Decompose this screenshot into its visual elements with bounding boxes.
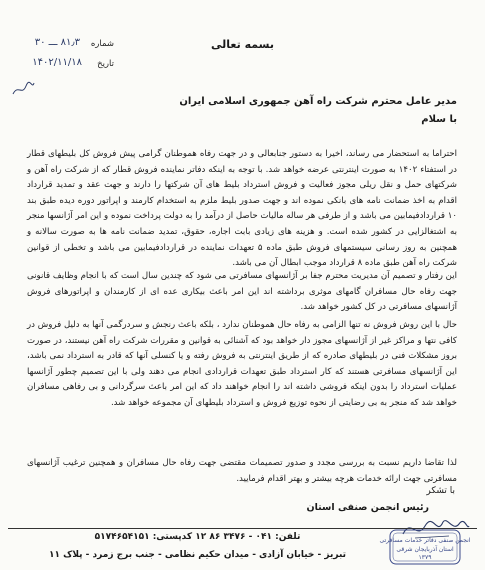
body-paragraph-1: احتراما به استحضار می رساند، اخیرا به دستور جنابعالی و در جهت رفاه هموطنان گرامی پیش فروش کل بلیطهای قطار در استفتاء ۱۴۰۲ به صورت اینترنتی عرضه خواهد شد. با توجه به اینکه دفاتر نماینده فروش قطار که از شرکت راه آهن و شرکتهای حمل و نقل ریلی مجوز فعالیت و فروش استرداد بلیط های آن شرکتها را دارند و جهت عقد و تمدید قرارداد اقدام به اخذ ضمانت نامه های بانکی نموده اند و جهت صدور بلیط ملزم به استخدام کارمند و اپراتور دوره دیده طبق بند ۱۰ قراردادفیمابین می باشد و از طرفی هر ساله مالیات حاصل از درآمد را به دولت پرداخت نموده و این امر آژانسها منجر به اشتغالزایی در کشور شده است. و هزینه های زیادی بابت اجاره، حقوق، تمدید ضمانت نامه ها به صورت سالانه و همچنین به روز رسانی سیستمهای فروش طبق ماده ۵ تعهدات نماینده در قراردادفیمابین می باشد و تخطی از قوانین شرکت راه آهن طبق ماده ۸ قرارداد موجب ابطال آن می باشد. bbox=[27, 149, 457, 269]
salutation-line: با سلام bbox=[421, 114, 457, 125]
number-label: شماره bbox=[90, 39, 114, 49]
stamp-line-2: استان آذربایجان شرقی bbox=[396, 546, 454, 553]
body-paragraph-3: حال با این روش فروش نه تنها الزامی به رفاه حال هموطنان ندارد ، بلکه باعث رنجش و سردرگمی آنها به دلیل فروش در کافی نتها و مراکز غیر از آژانسهای مجوز دار خواهد بود که آشنائی به قوانین و مقررات شرکت راه آهن نیستند، در صورت بروز مشکلات فنی در بلیطهای صادره که از طریق اینترنتی به فروش رفته و یا کنسلی آنها که قادر به استرداد نمی باشد، این آژانسهای مسافرتی هستند که کار استرداد طبق تعهدات قراردادی انجام می دهند ولی با این تصمیم چطور آژانسها عملیات استرداد را بدون اینکه فروشی داشته اند را انجام خواهند داد که این امر باعث سرگردانی و بی رفاهی مسافران خواهد شد که منجر به بی رضایتی از نحوه توزیع فروش و استرداد بلیطهای آن مجموعه خواهد شد. bbox=[27, 320, 457, 408]
date-value: ۱۴۰۲/۱۱/۱۸ bbox=[32, 57, 82, 68]
number-value: ۸۱٫۳ ـــ ۳۰ bbox=[34, 37, 80, 48]
association-stamp bbox=[379, 528, 471, 566]
addressee-line: مدیر عامل محترم شرکت راه آهن جمهوری اسلامی ایران bbox=[179, 96, 457, 107]
letter-date bbox=[14, 58, 114, 72]
bismillah-heading: بسمه تعالی bbox=[211, 38, 274, 51]
stamp-line-1: انجمن صنفی دفاتر خدمات مسافرتی bbox=[379, 537, 471, 544]
body-paragraph-2: این رفتار و تصمیم آن مدیریت محترم جفا بر آژانسهای مسافرتی می شود که چندین سال است که با انجام وظایف قانونی جهت رفاه حال مسافران گامهای موثری برداشته اند این امر باعث بیکاری عده ای از کارمندان و اپراتورهای فروش آژانسهای مسافرتی در کل کشور خواهد شد. bbox=[27, 271, 457, 313]
footer-address: تبریز - خیابان آزادی - میدان حکیم نظامی - جنب برج زمرد - پلاک ۱۱ bbox=[48, 550, 347, 560]
margin-initial-mark bbox=[10, 78, 36, 100]
stamp-line-3: ۱۳۷۹ bbox=[418, 554, 432, 561]
letter-number bbox=[14, 38, 114, 52]
footer-contact: تلفن: ۰۴۱ - ۳۴۷۶ ۸۶ ۱۲ کدپستی: ۵۱۷۴۶۵۴۱۵۱ bbox=[94, 532, 301, 542]
closing-thanks: با تشکر bbox=[426, 486, 455, 496]
date-label: تاریخ bbox=[97, 59, 114, 69]
signer-title: رئیس انجمن صنفی استان bbox=[306, 502, 429, 513]
body-paragraph-4: لذا تقاضا داریم نسبت به بررسی مجدد و صدور تصمیمات مقتضی جهت رفاه حال مسافران و همچنین ترغیب آژانسهای مسافرتی جهت ارائه خدمات هرچه بیشتر و بهتر اقدام فرمایید. bbox=[27, 458, 457, 484]
